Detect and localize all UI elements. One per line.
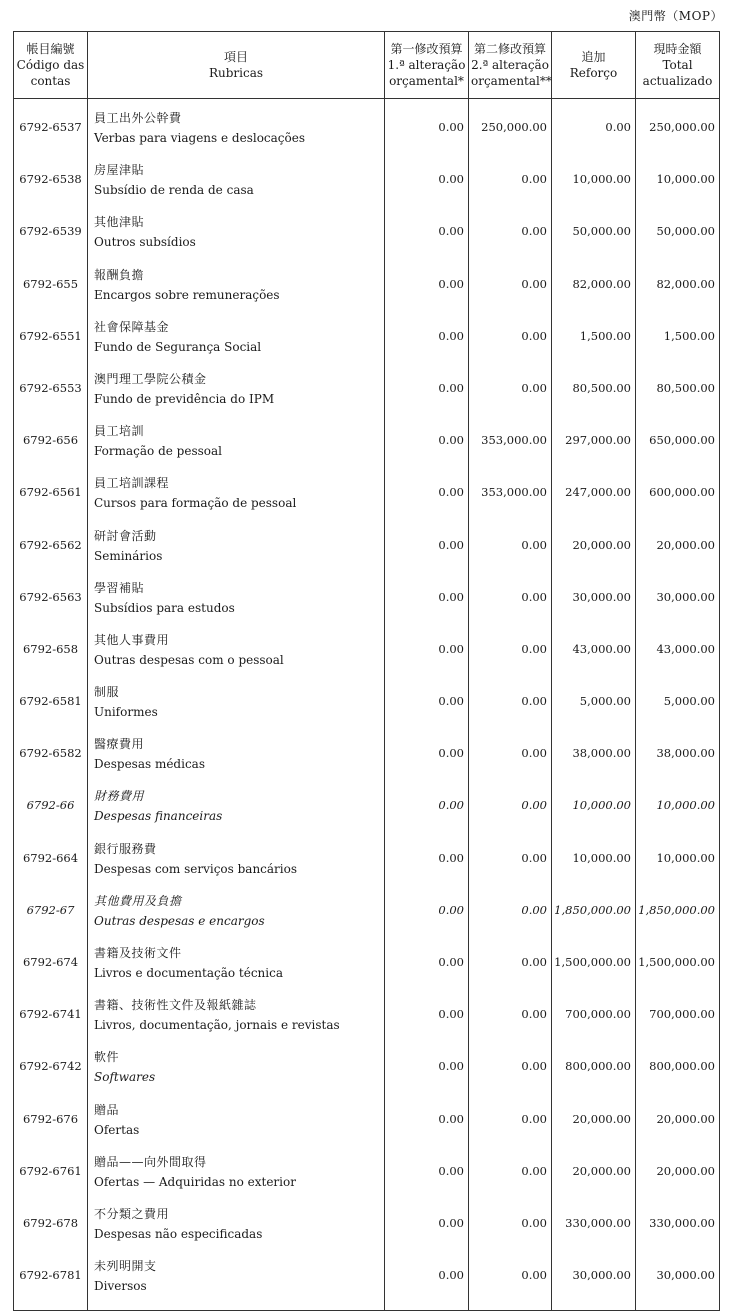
total-value: 38,000.00 — [636, 734, 720, 786]
first-amendment-value: 0.00 — [385, 1204, 469, 1256]
table-row — [14, 630, 720, 682]
first-amendment-value: 0.00 — [385, 1256, 469, 1311]
rubric-chinese: 不分類之費用 — [94, 1206, 170, 1221]
reinforcement-value: 38,000.00 — [552, 734, 636, 786]
account-code: 6792-656 — [14, 421, 88, 473]
rubric-chinese: 未列明開支 — [94, 1259, 157, 1274]
table-row — [14, 473, 720, 525]
rubric-portuguese: Softwares — [94, 1070, 156, 1085]
first-amendment-value: 0.00 — [385, 943, 469, 995]
second-amendment-value: 0.00 — [469, 317, 552, 369]
first-amendment-value: 0.00 — [385, 108, 469, 160]
account-code: 6792-6582 — [14, 734, 88, 786]
first-amendment-value: 0.00 — [385, 1152, 469, 1204]
first-amendment-value: 0.00 — [385, 891, 469, 943]
rubric-description — [88, 578, 385, 630]
rubric-portuguese: Subsídios para estudos — [94, 600, 235, 615]
rubric-portuguese: Fundo de previdência do IPM — [94, 391, 275, 406]
rubric-chinese: 贈品 — [94, 1102, 120, 1117]
reinforcement-value: 30,000.00 — [552, 1256, 636, 1311]
second-amendment-value: 0.00 — [469, 839, 552, 891]
rubric-portuguese: Subsídio de renda de casa — [94, 183, 254, 198]
rubric-chinese: 軟件 — [94, 1050, 120, 1065]
rubric-chinese: 財務費用 — [94, 789, 145, 804]
first-amendment-value: 0.00 — [385, 734, 469, 786]
account-code: 6792-664 — [14, 839, 88, 891]
second-amendment-value: 0.00 — [469, 1204, 552, 1256]
rubric-description — [88, 839, 385, 891]
rubric-chinese: 制服 — [94, 685, 120, 700]
total-value: 20,000.00 — [636, 1100, 720, 1152]
rubric-portuguese: Cursos para formação de pessoal — [94, 496, 297, 511]
rubric-portuguese: Seminários — [94, 548, 163, 563]
table-row — [14, 943, 720, 995]
reinforcement-value: 10,000.00 — [552, 839, 636, 891]
total-value: 30,000.00 — [636, 1256, 720, 1311]
second-amendment-value: 0.00 — [469, 943, 552, 995]
account-code: 6792-6539 — [14, 212, 88, 264]
rubric-chinese: 書籍、技術性文件及報紙雜誌 — [94, 998, 257, 1013]
rubric-chinese: 報酬負擔 — [94, 267, 145, 282]
account-code: 6792-6761 — [14, 1152, 88, 1204]
table-row — [14, 839, 720, 891]
total-value: 30,000.00 — [636, 578, 720, 630]
rubric-portuguese: Ofertas — [94, 1122, 140, 1137]
account-code: 6792-6551 — [14, 317, 88, 369]
rubric-description — [88, 265, 385, 317]
rubric-chinese: 其他津貼 — [94, 215, 145, 230]
rubric-portuguese: Outros subsídios — [94, 235, 196, 250]
currency-note: 澳門幣（MOP） — [628, 9, 723, 23]
total-value: 600,000.00 — [636, 473, 720, 525]
reinforcement-value: 800,000.00 — [552, 1047, 636, 1099]
rubric-chinese: 員工培訓課程 — [94, 476, 170, 491]
total-value: 1,500.00 — [636, 317, 720, 369]
second-amendment-value: 0.00 — [469, 369, 552, 421]
total-value: 5,000.00 — [636, 682, 720, 734]
header-code: 帳目編號 Código das contas — [14, 32, 88, 99]
first-amendment-value: 0.00 — [385, 682, 469, 734]
rubric-chinese: 其他費用及負擔 — [94, 893, 182, 908]
rubric-portuguese: Encargos sobre remunerações — [94, 287, 280, 302]
reinforcement-value: 247,000.00 — [552, 473, 636, 525]
account-code: 6792-6741 — [14, 995, 88, 1047]
rubric-description — [88, 891, 385, 943]
rubric-portuguese: Livros e documentação técnica — [94, 966, 283, 980]
second-amendment-value: 0.00 — [469, 265, 552, 317]
rubric-description — [88, 682, 385, 734]
second-amendment-value: 0.00 — [469, 1152, 552, 1204]
reinforcement-value: 20,000.00 — [552, 526, 636, 578]
rubric-chinese: 醫療費用 — [94, 737, 145, 752]
account-code: 6792-655 — [14, 265, 88, 317]
rubric-description — [88, 995, 385, 1047]
total-value: 10,000.00 — [636, 786, 720, 838]
rubric-description — [88, 786, 385, 838]
first-amendment-value: 0.00 — [385, 212, 469, 264]
total-value: 650,000.00 — [636, 421, 720, 473]
table-row — [14, 108, 720, 160]
first-amendment-value: 0.00 — [385, 421, 469, 473]
total-value: 1,850,000.00 — [636, 891, 720, 943]
rubric-portuguese: Outras despesas com o pessoal — [94, 652, 284, 667]
rubric-description — [88, 1204, 385, 1256]
rubric-chinese: 房屋津貼 — [94, 163, 145, 178]
account-code: 6792-6538 — [14, 160, 88, 212]
account-code: 6792-6581 — [14, 682, 88, 734]
rubric-portuguese: Despesas com serviços bancários — [94, 861, 298, 876]
rubric-portuguese: Ofertas — Adquiridas no exterior — [94, 1174, 296, 1189]
table-row — [14, 317, 720, 369]
first-amendment-value: 0.00 — [385, 160, 469, 212]
rubric-description — [88, 369, 385, 421]
rubric-description — [88, 526, 385, 578]
rubric-chinese: 員工培訓 — [94, 424, 145, 439]
account-code: 6792-6553 — [14, 369, 88, 421]
rubric-chinese: 社會保障基金 — [94, 319, 170, 334]
second-amendment-value: 353,000.00 — [469, 473, 552, 525]
rubric-portuguese: Fundo de Segurança Social — [94, 339, 262, 354]
total-value: 330,000.00 — [636, 1204, 720, 1256]
table-row — [14, 682, 720, 734]
reinforcement-value: 1,500.00 — [552, 317, 636, 369]
table-row — [14, 212, 720, 264]
second-amendment-value: 0.00 — [469, 1047, 552, 1099]
first-amendment-value: 0.00 — [385, 265, 469, 317]
reinforcement-value: 82,000.00 — [552, 265, 636, 317]
reinforcement-value: 297,000.00 — [552, 421, 636, 473]
rubric-description — [88, 317, 385, 369]
rubric-portuguese: Despesas não especificadas — [94, 1226, 263, 1241]
account-code: 6792-6563 — [14, 578, 88, 630]
table-row — [14, 265, 720, 317]
rubric-portuguese: Despesas médicas — [94, 757, 205, 772]
total-value: 1,500,000.00 — [636, 943, 720, 995]
rubric-chinese: 其他人事費用 — [94, 632, 170, 647]
second-amendment-value: 0.00 — [469, 578, 552, 630]
rubric-description — [88, 1152, 385, 1204]
total-value: 50,000.00 — [636, 212, 720, 264]
first-amendment-value: 0.00 — [385, 786, 469, 838]
table-row — [14, 526, 720, 578]
total-value: 82,000.00 — [636, 265, 720, 317]
reinforcement-value: 50,000.00 — [552, 212, 636, 264]
second-amendment-value: 0.00 — [469, 1100, 552, 1152]
rubric-description — [88, 734, 385, 786]
rubric-portuguese: Despesas financeiras — [94, 809, 223, 824]
rubric-description — [88, 1100, 385, 1152]
table-row — [14, 1152, 720, 1204]
reinforcement-value: 1,850,000.00 — [552, 891, 636, 943]
second-amendment-value: 250,000.00 — [469, 108, 552, 160]
table-row — [14, 1100, 720, 1152]
account-code: 6792-678 — [14, 1204, 88, 1256]
header-first-amendment: 第一修改預算 1.ª alteração orçamental* — [385, 32, 469, 99]
first-amendment-value: 0.00 — [385, 369, 469, 421]
rubric-portuguese: Outras despesas e encargos — [94, 913, 265, 928]
rubric-portuguese: Livros, documentação, jornais e revistas — [94, 1018, 340, 1033]
rubric-description — [88, 212, 385, 264]
total-value: 10,000.00 — [636, 160, 720, 212]
total-value: 43,000.00 — [636, 630, 720, 682]
reinforcement-value: 20,000.00 — [552, 1152, 636, 1204]
rubric-description — [88, 160, 385, 212]
table-row — [14, 1047, 720, 1099]
reinforcement-value: 10,000.00 — [552, 786, 636, 838]
table-row — [14, 786, 720, 838]
rubric-chinese: 銀行服務費 — [94, 841, 157, 856]
rubric-chinese: 贈品——向外間取得 — [94, 1154, 207, 1169]
table-row — [14, 995, 720, 1047]
table-row — [14, 891, 720, 943]
second-amendment-value: 0.00 — [469, 212, 552, 264]
table-row — [14, 421, 720, 473]
budget-table — [13, 31, 720, 1311]
rubric-portuguese: Formação de pessoal — [94, 444, 222, 459]
second-amendment-value: 0.00 — [469, 995, 552, 1047]
total-value: 80,500.00 — [636, 369, 720, 421]
rubric-description — [88, 1047, 385, 1099]
rubric-description — [88, 421, 385, 473]
total-value: 10,000.00 — [636, 839, 720, 891]
reinforcement-value: 30,000.00 — [552, 578, 636, 630]
rubric-chinese: 學習補貼 — [94, 580, 145, 595]
reinforcement-value: 700,000.00 — [552, 995, 636, 1047]
rubric-chinese: 澳門理工學院公積金 — [94, 371, 207, 386]
second-amendment-value: 0.00 — [469, 526, 552, 578]
total-value: 20,000.00 — [636, 1152, 720, 1204]
total-value: 20,000.00 — [636, 526, 720, 578]
rubric-description — [88, 630, 385, 682]
rubric-portuguese: Verbas para viagens e deslocações — [94, 131, 306, 145]
account-code: 6792-6562 — [14, 526, 88, 578]
second-amendment-value: 0.00 — [469, 1256, 552, 1311]
second-amendment-value: 0.00 — [469, 630, 552, 682]
second-amendment-value: 0.00 — [469, 891, 552, 943]
first-amendment-value: 0.00 — [385, 1047, 469, 1099]
header-row — [14, 32, 720, 99]
account-code: 6792-67 — [14, 891, 88, 943]
reinforcement-value: 0.00 — [552, 108, 636, 160]
rubric-description — [88, 473, 385, 525]
first-amendment-value: 0.00 — [385, 839, 469, 891]
table-row — [14, 160, 720, 212]
rubric-portuguese: Uniformes — [94, 705, 158, 720]
second-amendment-value: 0.00 — [469, 786, 552, 838]
first-amendment-value: 0.00 — [385, 473, 469, 525]
header-total: 現時金額 Total actualizado — [636, 32, 720, 99]
reinforcement-value: 43,000.00 — [552, 630, 636, 682]
rubric-description — [88, 108, 385, 160]
total-value: 800,000.00 — [636, 1047, 720, 1099]
total-value: 250,000.00 — [636, 108, 720, 160]
table-row — [14, 578, 720, 630]
rubric-portuguese: Diversos — [94, 1279, 147, 1294]
rubric-chinese: 書籍及技術文件 — [94, 946, 182, 960]
table-row — [14, 369, 720, 421]
first-amendment-value: 0.00 — [385, 995, 469, 1047]
rubric-chinese: 員工出外公幹費 — [94, 111, 182, 125]
total-value: 700,000.00 — [636, 995, 720, 1047]
account-code: 6792-6561 — [14, 473, 88, 525]
reinforcement-value: 5,000.00 — [552, 682, 636, 734]
second-amendment-value: 0.00 — [469, 682, 552, 734]
table-row — [14, 1204, 720, 1256]
rubric-chinese: 研討會活動 — [94, 528, 157, 543]
table-body — [14, 99, 720, 1311]
header-second-amendment: 第二修改預算 2.ª alteração orçamental** — [469, 32, 552, 99]
account-code: 6792-6742 — [14, 1047, 88, 1099]
reinforcement-value: 80,500.00 — [552, 369, 636, 421]
account-code: 6792-658 — [14, 630, 88, 682]
account-code: 6792-676 — [14, 1100, 88, 1152]
reinforcement-value: 20,000.00 — [552, 1100, 636, 1152]
account-code: 6792-6537 — [14, 108, 88, 160]
rubric-description — [88, 1256, 385, 1311]
first-amendment-value: 0.00 — [385, 578, 469, 630]
account-code: 6792-6781 — [14, 1256, 88, 1311]
first-amendment-value: 0.00 — [385, 1100, 469, 1152]
first-amendment-value: 0.00 — [385, 526, 469, 578]
account-code: 6792-674 — [14, 943, 88, 995]
account-code: 6792-66 — [14, 786, 88, 838]
second-amendment-value: 0.00 — [469, 734, 552, 786]
first-amendment-value: 0.00 — [385, 317, 469, 369]
spacer-row — [14, 99, 720, 109]
reinforcement-value: 10,000.00 — [552, 160, 636, 212]
second-amendment-value: 353,000.00 — [469, 421, 552, 473]
table-row — [14, 734, 720, 786]
reinforcement-value: 1,500,000.00 — [552, 943, 636, 995]
rubric-description — [88, 943, 385, 995]
table-row — [14, 1256, 720, 1311]
header-reinforcement: 追加 Reforço — [552, 32, 636, 99]
first-amendment-value: 0.00 — [385, 630, 469, 682]
reinforcement-value: 330,000.00 — [552, 1204, 636, 1256]
second-amendment-value: 0.00 — [469, 160, 552, 212]
header-description: 項目 Rubricas — [88, 32, 385, 99]
